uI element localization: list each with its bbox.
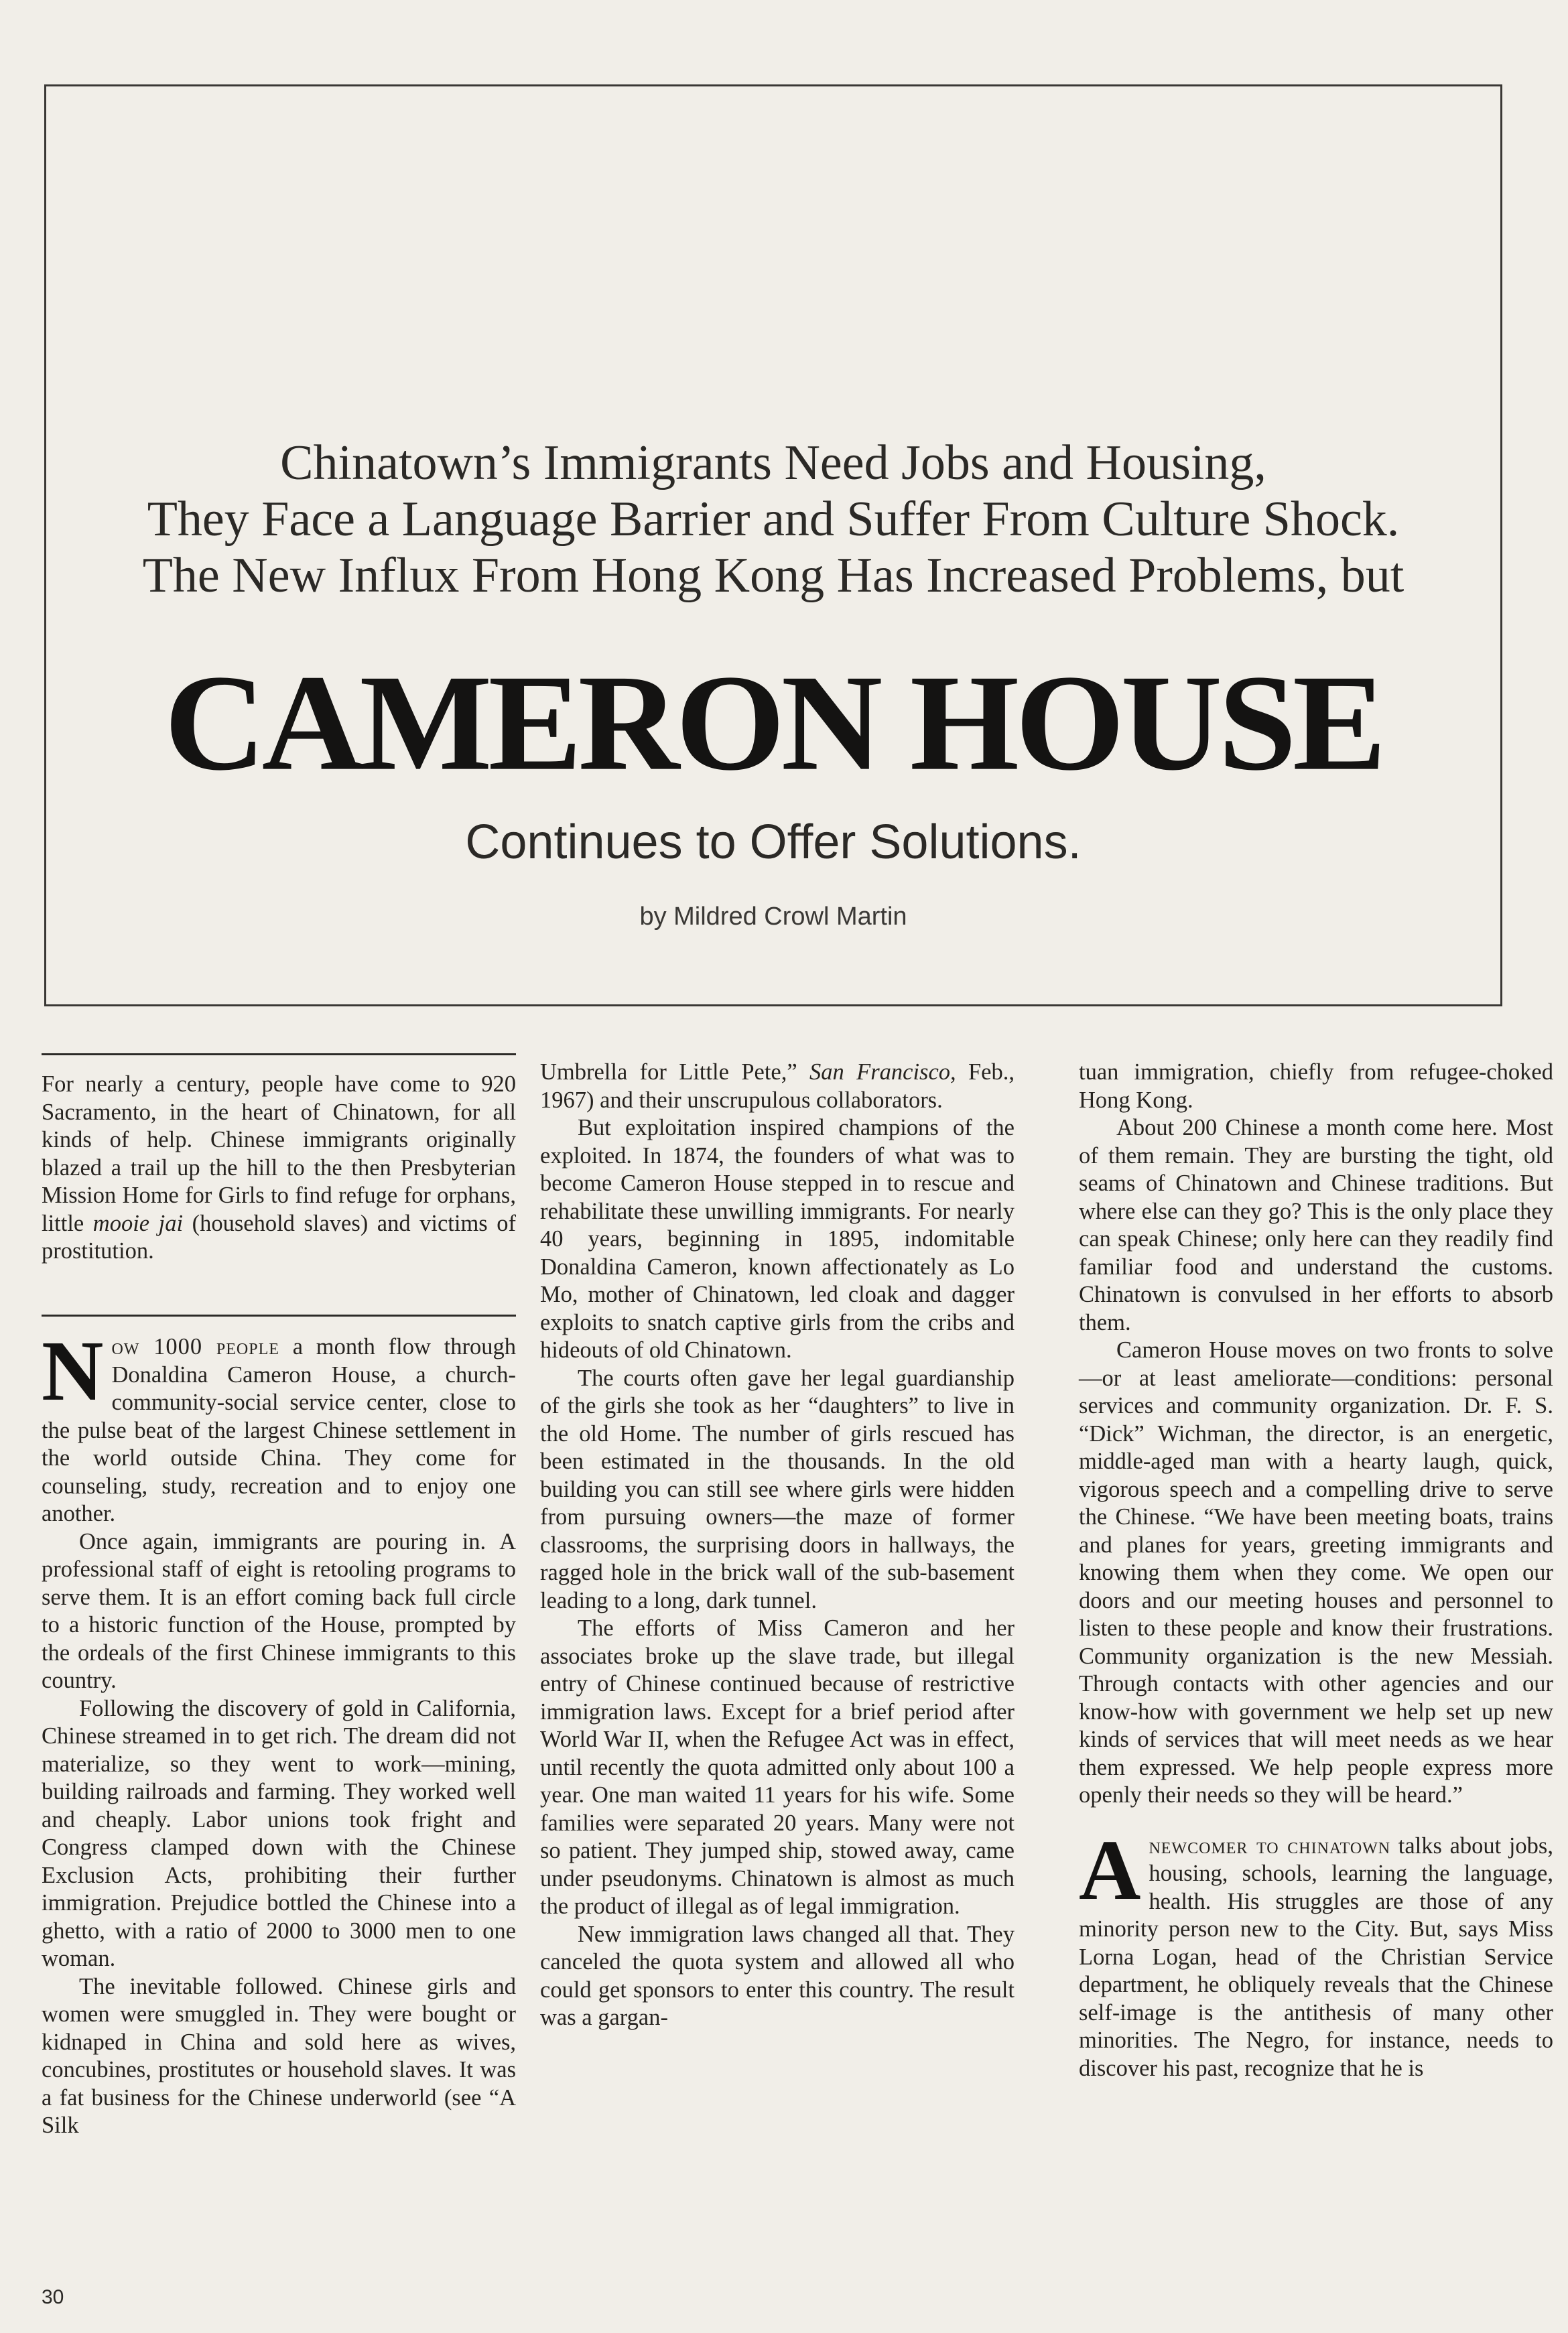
col2-paragraph-5: New immigration laws changed all that. They canceled the quota system and allowed all who could get sponsors to enter this country. The result was a gargan- (540, 1921, 1015, 2030)
headline-line-3: The New Influx From Hong Kong Has Increased Problems, but (142, 548, 1404, 603)
lead-in-caps: ow 1000 people (111, 1334, 279, 1359)
col1-p1-rest: a month flow through Donaldina Cameron House, a church-community-social service center, close to the pulse beat of the largest Chinese settlement in the world outside China. They come for counseling, study, recreation and to enjoy one another. (42, 1334, 516, 1526)
headline-line-1: Chinatown’s Immigrants Need Jobs and Housing, (280, 436, 1266, 490)
headline-line-2: They Face a Language Barrier and Suffer From Culture Shock. (147, 492, 1400, 547)
intro-bottom-rule (42, 1315, 516, 1317)
title-box (44, 84, 1502, 1006)
col2-paragraph-4: The efforts of Miss Cameron and her associates broke up the slave trade, but illegal entry of Chinese continued because of restrictive immigration laws. Except for a brief period after World War II, when the Refugee Act was in effect, until recently the quota admitted only about 100 a year. One man waited 11 years for his wife. Some families were separated 20 years. Many were not so patient. They jumped ship, stowed away, came under pseudonyms. Chinatown is almost as much the product of illegal as of legal immigration. (540, 1615, 1015, 1919)
col3-paragraph-4 (1079, 1822, 1553, 2083)
drop-cap-n: N (42, 1323, 104, 1418)
intro-paragraph-block (42, 1071, 516, 1266)
column-2 (540, 1059, 1015, 2032)
intro-italic: mooie jai (92, 1210, 184, 1236)
headline (46, 435, 1500, 604)
col3-paragraph-1: tuan immigration, chiefly from refugee-choked Hong Kong. (1079, 1059, 1553, 1113)
drop-cap-a: A (1079, 1822, 1141, 1918)
col2-paragraph-1 (540, 1059, 1015, 1114)
intro-text-a: For nearly a century, people have come to 920 Sacramento, in the heart of Chinatown, for all kinds of help. Chinese immigrants originally blazed a trail up the hill to the then Presbyterian Mission Home for Girls to find refuge for orphans, little (42, 1071, 516, 1236)
page-number: 30 (42, 2286, 64, 2308)
col1-paragraph-4: The inevitable followed. Chinese girls and women were smuggled in. They were bought or kidnaped in China and sold here as wives, concubines, prostitutes or household slaves. It was a fat business for the Chinese underworld (see “A Silk (42, 1973, 516, 2138)
col2-paragraph-3: The courts often gave her legal guardianship of the girls she took as her “daughters” to live in the old Home. The number of girls rescued has been estimated in the thousands. In the old building you can still see where girls were hidden from pursuing owners—the maze of former classrooms, the surprising doors in hallways, the ragged hole in the brick wall of the sub-basement leading to a long, dark tunnel. (540, 1365, 1015, 1613)
col3-paragraph-2: About 200 Chinese a month come here. Most of them remain. They are bursting the tight, old seams of Chinatown and Chinese traditions. But where else can they go? This is the only place they can speak Chinese; only here can they readily find familiar food and understand the customs. Chinatown is convulsed in her efforts to absorb them. (1079, 1115, 1553, 1335)
col1-paragraph-1 (42, 1323, 516, 1528)
col3-p4-rest: talks about jobs, housing, schools, learning the language, health. His struggles are those of any minority person new to the City. But, says Miss Lorna Logan, head of the Christian Service department, he obliquely reveals that the Chinese self-image is the antithesis of many other minorities. The Negro, for instance, needs to discover his past, recognize that he is (1079, 1832, 1553, 2081)
intro-paragraph (42, 1071, 516, 1266)
intro-text-b: (household slaves) and victims of prostitution. (42, 1210, 516, 1264)
intro-top-rule (42, 1053, 516, 1055)
byline: by Mildred Crowl Martin (639, 903, 907, 931)
col3-paragraph-3: Cameron House moves on two fronts to solve—or at least ameliorate—conditions: personal services and community organization. Dr. F. S. “Dick” Wichman, the director, is an energetic, middle-aged man with a hearty laugh, quick, vigorous speech and a compelling drive to serve the Chinese. “We have been meeting boats, trains and planes for years, greeting immigrants and knowing them when they come. We open our doors and our meeting houses and personnel to listen to these people and know their frustrations. Community organization is the new Messiah. Through contacts with other agencies and our know-how with government we help set up new kinds of services that will meet needs as we hear them expressed. We help people express more openly their needs so they will be heard.” (1079, 1337, 1553, 1808)
article-subtitle: Continues to Offer Solutions. (465, 815, 1082, 869)
col2-p1-b: Feb., 1967) and their unscrupulous collaborators. (540, 1059, 1015, 1113)
magazine-title-italic: San Francisco, (809, 1059, 956, 1085)
col1-paragraph-3: Following the discovery of gold in California, Chinese streamed in to get rich. The dream did not materialize, so they went to work—mining, building railroads and farming. They worked well and cheaply. Labor unions took fright and Congress clamped down with the Chinese Exclusion Acts, prohibiting their further immigration. Prejudice bottled the Chinese into a ghetto, with a ratio of 2000 to 3000 men to one woman. (42, 1695, 516, 1971)
col1-paragraph-2: Once again, immigrants are pouring in. A professional staff of eight is retooling programs to serve them. It is an effort coming back full circle to a historic function of the House, prompted by the ordeals of the first Chinese immigrants to this country. (42, 1528, 516, 1693)
column-1 (42, 1323, 516, 2140)
col2-p1-a: Umbrella for Little Pete,” (540, 1059, 810, 1085)
col2-paragraph-2: But exploitation inspired champions of the exploited. In 1874, the founders of what was to become Cameron House stepped in to rescue and rehabilitate these unwilling immigrants. For nearly 40 years, beginning in 1895, indomitable Donaldina Cameron, known affectionately as Lo Mo, mother of Chinatown, led cloak and dagger exploits to snatch captive girls from the cribs and hideouts of old Chinatown. (540, 1115, 1015, 1363)
column-3 (1079, 1059, 1553, 2082)
lead-in-caps-2: newcomer to chinatown (1149, 1832, 1391, 1859)
article-title: CAMERON HOUSE (164, 647, 1382, 799)
